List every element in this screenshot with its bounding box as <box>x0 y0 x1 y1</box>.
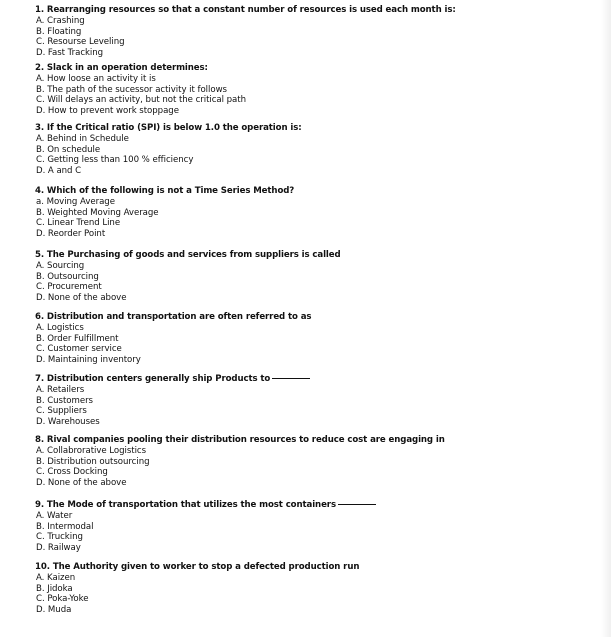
question-text: 7. Distribution centers generally ship Products to <box>35 374 271 384</box>
question-1 <box>35 5 595 58</box>
option-c: C. Trucking <box>36 532 83 543</box>
option-c: C. Suppliers <box>36 406 87 417</box>
question-text: 8. Rival companies pooling their distribution resources to reduce cost are engaging in <box>35 435 445 445</box>
question-6 <box>35 312 595 365</box>
question-4 <box>35 186 595 239</box>
question-text: 5. The Purchasing of goods and services from suppliers is called <box>35 250 341 260</box>
answer-blank <box>272 378 310 379</box>
option-d: D. None of the above <box>36 477 127 488</box>
answer-blank <box>338 504 376 505</box>
option-a: A. Water <box>36 511 73 521</box>
option-d: D. Reorder Point <box>36 228 106 239</box>
option-a: A. Sourcing <box>36 261 85 271</box>
question-text: 1. Rearranging resources so that a constant number of resources is used each month is: <box>35 5 456 15</box>
question-7 <box>35 374 595 427</box>
option-b: B. Intermodal <box>36 521 94 532</box>
question-text-line <box>35 374 595 385</box>
question-10 <box>35 562 595 615</box>
option-c: C. Procurement <box>36 282 102 293</box>
option-c: C. Will delays an activity, but not the critical path <box>36 95 246 106</box>
question-text: 4. Which of the following is not a Time Series Method? <box>35 186 295 196</box>
question-5 <box>35 250 595 303</box>
option-b: B. On schedule <box>36 144 101 155</box>
option-b: B. Distribution outsourcing <box>36 456 150 467</box>
option-d: D. None of the above <box>36 292 127 303</box>
option-a: A. Behind in Schedule <box>36 134 129 144</box>
question-text: 2. Slack in an operation determines: <box>35 63 208 73</box>
page-edge-shadow <box>601 0 611 637</box>
option-c: C. Resourse Leveling <box>36 37 125 48</box>
question-9 <box>35 500 595 553</box>
option-a: A. Collabrorative Logistics <box>36 446 147 456</box>
option-c: C. Customer service <box>36 344 122 355</box>
option-a: a. Moving Average <box>36 197 115 207</box>
option-c: C. Poka-Yoke <box>36 594 89 605</box>
question-text-line <box>35 500 595 511</box>
option-d: D. Maintaining inventory <box>36 354 141 365</box>
option-c: C. Linear Trend Line <box>36 218 121 229</box>
option-b: B. Order Fulfillment <box>36 333 119 344</box>
question-text: 6. Distribution and transportation are often referred to as <box>35 312 312 322</box>
question-8 <box>35 435 595 488</box>
option-d: D. Warehouses <box>36 416 100 427</box>
option-b: B. Jidoka <box>36 583 73 594</box>
option-a: A. Logistics <box>36 323 84 333</box>
option-d: D. Railway <box>36 542 81 553</box>
option-d: D. How to prevent work stoppage <box>36 105 179 116</box>
option-d: D. Muda <box>36 604 72 615</box>
option-b: B. Outsourcing <box>36 271 99 282</box>
option-a: A. Retailers <box>36 385 85 395</box>
option-b: B. Weighted Moving Average <box>36 207 159 218</box>
option-a: A. Kaizen <box>36 573 76 583</box>
question-text: 10. The Authority given to worker to stop a defected production run <box>35 562 360 572</box>
option-b: B. Floating <box>36 26 82 37</box>
option-d: D. Fast Tracking <box>36 47 104 58</box>
question-text: 9. The Mode of transportation that utilizes the most containers <box>35 500 336 510</box>
option-c: C. Cross Docking <box>36 467 108 478</box>
question-text: 3. If the Critical ratio (SPI) is below 1.0 the operation is: <box>35 123 302 133</box>
option-d: D. A and C <box>36 165 82 176</box>
question-3 <box>35 123 595 176</box>
option-b: B. The path of the sucessor activity it follows <box>36 84 227 95</box>
question-2 <box>35 63 595 116</box>
option-b: B. Customers <box>36 395 93 406</box>
option-a: A. How loose an activity it is <box>36 74 156 84</box>
option-c: C. Getting less than 100 % efficiency <box>36 155 194 166</box>
option-a: A. Crashing <box>36 16 85 26</box>
